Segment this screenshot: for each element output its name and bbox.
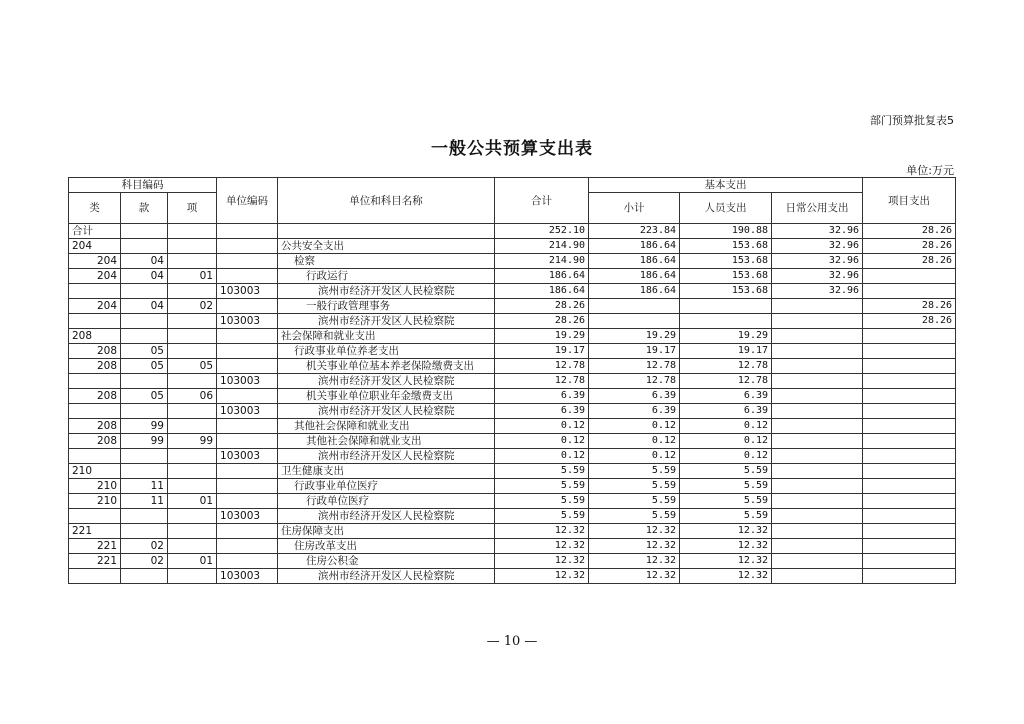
cell-unit-code — [217, 299, 278, 314]
cell-personnel: 19.29 — [680, 329, 772, 344]
cell-project — [863, 554, 956, 569]
cell-daily — [772, 389, 863, 404]
unit-note: 单位:万元 — [906, 164, 954, 177]
cell-project — [863, 329, 956, 344]
cell-subtotal — [589, 314, 680, 329]
cell-daily — [772, 359, 863, 374]
cell-xiang — [168, 449, 217, 464]
cell-kuan — [121, 284, 168, 299]
table-row — [69, 479, 956, 494]
cell-personnel: 0.12 — [680, 419, 772, 434]
cell-daily — [772, 539, 863, 554]
header-lei: 类 — [69, 193, 121, 224]
cell-project — [863, 494, 956, 509]
cell-project — [863, 434, 956, 449]
cell-xiang — [168, 404, 217, 419]
cell-daily — [772, 464, 863, 479]
cell-total: 0.12 — [495, 449, 589, 464]
cell-lei — [69, 284, 121, 299]
cell-xiang — [168, 254, 217, 269]
table-row — [69, 269, 956, 284]
cell-subtotal: 12.32 — [589, 524, 680, 539]
cell-daily — [772, 314, 863, 329]
cell-kuan: 02 — [121, 554, 168, 569]
cell-project — [863, 284, 956, 299]
cell-name: 滨州市经济开发区人民检察院 — [278, 404, 495, 419]
cell-daily: 32.96 — [772, 239, 863, 254]
cell-name: 住房公积金 — [278, 554, 495, 569]
cell-subtotal: 5.59 — [589, 479, 680, 494]
cell-project: 28.26 — [863, 299, 956, 314]
cell-lei: 204 — [69, 299, 121, 314]
cell-personnel: 5.59 — [680, 464, 772, 479]
cell-daily: 32.96 — [772, 284, 863, 299]
cell-subtotal: 186.64 — [589, 254, 680, 269]
cell-xiang: 01 — [168, 554, 217, 569]
table-row — [69, 299, 956, 314]
cell-total: 28.26 — [495, 314, 589, 329]
cell-unit-code — [217, 434, 278, 449]
table-row — [69, 359, 956, 374]
cell-xiang — [168, 224, 217, 239]
cell-name: 行政运行 — [278, 269, 495, 284]
cell-subtotal: 6.39 — [589, 404, 680, 419]
cell-project — [863, 404, 956, 419]
cell-unit-code — [217, 359, 278, 374]
cell-subtotal: 19.29 — [589, 329, 680, 344]
cell-kuan: 11 — [121, 479, 168, 494]
table-row — [69, 389, 956, 404]
cell-subtotal: 12.32 — [589, 569, 680, 584]
cell-name: 滨州市经济开发区人民检察院 — [278, 314, 495, 329]
cell-xiang — [168, 464, 217, 479]
cell-xiang: 05 — [168, 359, 217, 374]
cell-name: 卫生健康支出 — [278, 464, 495, 479]
cell-daily — [772, 344, 863, 359]
table-row — [69, 509, 956, 524]
cell-name: 检察 — [278, 254, 495, 269]
cell-xiang — [168, 539, 217, 554]
cell-subtotal: 0.12 — [589, 434, 680, 449]
cell-name: 其他社会保障和就业支出 — [278, 419, 495, 434]
header-subject-code: 科目编码 — [69, 178, 217, 193]
cell-lei — [69, 509, 121, 524]
table-row — [69, 329, 956, 344]
table-row — [69, 224, 956, 239]
cell-personnel: 5.59 — [680, 509, 772, 524]
cell-unit-code — [217, 419, 278, 434]
cell-personnel: 5.59 — [680, 479, 772, 494]
page-title: 一般公共预算支出表 — [431, 139, 593, 159]
cell-personnel: 153.68 — [680, 239, 772, 254]
cell-name: 一般行政管理事务 — [278, 299, 495, 314]
cell-subtotal: 0.12 — [589, 419, 680, 434]
cell-daily — [772, 449, 863, 464]
cell-name: 滨州市经济开发区人民检察院 — [278, 569, 495, 584]
cell-name: 其他社会保障和就业支出 — [278, 434, 495, 449]
cell-xiang — [168, 374, 217, 389]
corner-note: 部门预算批复表5 — [870, 114, 954, 127]
cell-lei: 208 — [69, 389, 121, 404]
cell-subtotal: 223.84 — [589, 224, 680, 239]
table-row — [69, 449, 956, 464]
cell-xiang — [168, 569, 217, 584]
cell-lei: 210 — [69, 494, 121, 509]
cell-total: 19.17 — [495, 344, 589, 359]
cell-kuan — [121, 449, 168, 464]
cell-unit-code — [217, 389, 278, 404]
cell-total: 12.32 — [495, 569, 589, 584]
table-row — [69, 404, 956, 419]
cell-total: 5.59 — [495, 479, 589, 494]
cell-project: 28.26 — [863, 239, 956, 254]
cell-project — [863, 389, 956, 404]
cell-total: 12.32 — [495, 524, 589, 539]
cell-kuan: 04 — [121, 254, 168, 269]
cell-daily — [772, 329, 863, 344]
cell-personnel: 5.59 — [680, 494, 772, 509]
table-row — [69, 464, 956, 479]
cell-unit-code — [217, 554, 278, 569]
cell-subtotal: 19.17 — [589, 344, 680, 359]
cell-personnel: 153.68 — [680, 284, 772, 299]
cell-unit-code — [217, 224, 278, 239]
cell-kuan — [121, 329, 168, 344]
cell-total: 0.12 — [495, 419, 589, 434]
cell-lei — [69, 404, 121, 419]
cell-kuan: 05 — [121, 344, 168, 359]
cell-daily: 32.96 — [772, 224, 863, 239]
cell-name: 公共安全支出 — [278, 239, 495, 254]
cell-lei: 204 — [69, 239, 121, 254]
cell-personnel: 12.32 — [680, 524, 772, 539]
cell-kuan: 11 — [121, 494, 168, 509]
cell-personnel: 153.68 — [680, 254, 772, 269]
cell-lei: 208 — [69, 359, 121, 374]
cell-total: 214.90 — [495, 239, 589, 254]
cell-personnel: 12.32 — [680, 539, 772, 554]
cell-subtotal: 5.59 — [589, 464, 680, 479]
cell-name: 滨州市经济开发区人民检察院 — [278, 449, 495, 464]
cell-lei: 221 — [69, 554, 121, 569]
cell-personnel — [680, 314, 772, 329]
cell-xiang: 06 — [168, 389, 217, 404]
cell-total: 186.64 — [495, 284, 589, 299]
cell-unit-code — [217, 254, 278, 269]
cell-total: 186.64 — [495, 269, 589, 284]
cell-project — [863, 524, 956, 539]
cell-subtotal — [589, 299, 680, 314]
cell-xiang — [168, 479, 217, 494]
cell-kuan: 99 — [121, 434, 168, 449]
cell-xiang — [168, 284, 217, 299]
table-row — [69, 554, 956, 569]
table-row — [69, 434, 956, 449]
table-row — [69, 419, 956, 434]
cell-kuan: 05 — [121, 359, 168, 374]
cell-daily — [772, 404, 863, 419]
cell-daily — [772, 569, 863, 584]
cell-lei: 204 — [69, 269, 121, 284]
cell-total: 19.29 — [495, 329, 589, 344]
cell-subtotal: 6.39 — [589, 389, 680, 404]
cell-unit-code: 103003 — [217, 449, 278, 464]
cell-xiang: 99 — [168, 434, 217, 449]
table-row — [69, 539, 956, 554]
table-row — [69, 254, 956, 269]
cell-xiang — [168, 509, 217, 524]
cell-name: 滨州市经济开发区人民检察院 — [278, 374, 495, 389]
cell-unit-code — [217, 269, 278, 284]
cell-project — [863, 539, 956, 554]
cell-xiang — [168, 329, 217, 344]
cell-daily — [772, 434, 863, 449]
table-row — [69, 344, 956, 359]
cell-kuan — [121, 374, 168, 389]
cell-subtotal: 5.59 — [589, 494, 680, 509]
cell-name: 住房改革支出 — [278, 539, 495, 554]
cell-name — [278, 224, 495, 239]
cell-subtotal: 12.78 — [589, 359, 680, 374]
cell-unit-code: 103003 — [217, 509, 278, 524]
table-row — [69, 314, 956, 329]
cell-subtotal: 186.64 — [589, 284, 680, 299]
header-kuan: 款 — [121, 193, 168, 224]
cell-project: 28.26 — [863, 224, 956, 239]
cell-daily — [772, 509, 863, 524]
header-subtotal: 小计 — [589, 193, 680, 224]
cell-lei: 210 — [69, 464, 121, 479]
cell-personnel: 12.78 — [680, 374, 772, 389]
cell-kuan — [121, 509, 168, 524]
cell-unit-code: 103003 — [217, 284, 278, 299]
cell-xiang — [168, 239, 217, 254]
cell-kuan — [121, 314, 168, 329]
budget-table — [68, 177, 956, 584]
header-xiang: 项 — [168, 193, 217, 224]
cell-unit-code — [217, 539, 278, 554]
cell-lei: 合计 — [69, 224, 121, 239]
cell-unit-code — [217, 329, 278, 344]
cell-personnel: 19.17 — [680, 344, 772, 359]
cell-subtotal: 12.78 — [589, 374, 680, 389]
cell-xiang: 01 — [168, 269, 217, 284]
page-number: — 10 — — [486, 634, 538, 649]
table-row — [69, 284, 956, 299]
cell-personnel: 12.32 — [680, 554, 772, 569]
cell-kuan — [121, 569, 168, 584]
cell-unit-code: 103003 — [217, 374, 278, 389]
cell-name: 社会保障和就业支出 — [278, 329, 495, 344]
cell-kuan — [121, 224, 168, 239]
cell-project — [863, 359, 956, 374]
cell-xiang — [168, 344, 217, 359]
cell-lei: 208 — [69, 419, 121, 434]
cell-unit-code — [217, 494, 278, 509]
cell-lei: 208 — [69, 344, 121, 359]
cell-personnel: 6.39 — [680, 404, 772, 419]
cell-unit-code: 103003 — [217, 314, 278, 329]
cell-total: 12.78 — [495, 359, 589, 374]
cell-xiang: 01 — [168, 494, 217, 509]
cell-kuan — [121, 464, 168, 479]
cell-total: 6.39 — [495, 389, 589, 404]
cell-lei — [69, 314, 121, 329]
cell-xiang — [168, 419, 217, 434]
cell-total: 214.90 — [495, 254, 589, 269]
cell-unit-code — [217, 464, 278, 479]
cell-kuan: 05 — [121, 389, 168, 404]
cell-xiang — [168, 314, 217, 329]
cell-project — [863, 344, 956, 359]
header-unit-subject-name: 单位和科目名称 — [278, 178, 495, 224]
cell-total: 28.26 — [495, 299, 589, 314]
cell-personnel: 0.12 — [680, 449, 772, 464]
cell-daily — [772, 299, 863, 314]
table-row — [69, 524, 956, 539]
header-unit-code: 单位编码 — [217, 178, 278, 224]
cell-personnel — [680, 299, 772, 314]
table-row — [69, 239, 956, 254]
cell-unit-code — [217, 524, 278, 539]
cell-lei: 204 — [69, 254, 121, 269]
table-row — [69, 569, 956, 584]
cell-kuan — [121, 239, 168, 254]
cell-total: 252.10 — [495, 224, 589, 239]
cell-total: 0.12 — [495, 434, 589, 449]
cell-name: 行政单位医疗 — [278, 494, 495, 509]
cell-daily — [772, 554, 863, 569]
table-row — [69, 374, 956, 389]
cell-subtotal: 12.32 — [589, 554, 680, 569]
cell-unit-code — [217, 344, 278, 359]
cell-project — [863, 269, 956, 284]
cell-personnel: 190.88 — [680, 224, 772, 239]
cell-unit-code: 103003 — [217, 569, 278, 584]
cell-daily — [772, 374, 863, 389]
cell-total: 12.32 — [495, 554, 589, 569]
cell-total: 5.59 — [495, 509, 589, 524]
cell-personnel: 6.39 — [680, 389, 772, 404]
cell-subtotal: 12.32 — [589, 539, 680, 554]
cell-daily: 32.96 — [772, 254, 863, 269]
cell-total: 5.59 — [495, 464, 589, 479]
cell-daily — [772, 524, 863, 539]
cell-project — [863, 509, 956, 524]
cell-subtotal: 0.12 — [589, 449, 680, 464]
cell-project — [863, 449, 956, 464]
cell-name: 机关事业单位职业年金缴费支出 — [278, 389, 495, 404]
cell-name: 行政事业单位医疗 — [278, 479, 495, 494]
cell-lei — [69, 449, 121, 464]
table-row — [69, 494, 956, 509]
cell-lei: 210 — [69, 479, 121, 494]
cell-lei: 208 — [69, 329, 121, 344]
cell-subtotal: 186.64 — [589, 239, 680, 254]
cell-xiang: 02 — [168, 299, 217, 314]
cell-name: 滨州市经济开发区人民检察院 — [278, 509, 495, 524]
header-project: 项目支出 — [863, 178, 956, 224]
cell-project — [863, 419, 956, 434]
cell-project — [863, 374, 956, 389]
header-basic: 基本支出 — [589, 178, 863, 193]
cell-project: 28.26 — [863, 254, 956, 269]
cell-lei: 221 — [69, 539, 121, 554]
cell-subtotal: 186.64 — [589, 269, 680, 284]
cell-kuan: 99 — [121, 419, 168, 434]
cell-unit-code — [217, 239, 278, 254]
cell-personnel: 12.32 — [680, 569, 772, 584]
cell-project — [863, 569, 956, 584]
cell-name: 机关事业单位基本养老保险缴费支出 — [278, 359, 495, 374]
cell-daily — [772, 419, 863, 434]
cell-kuan — [121, 524, 168, 539]
cell-personnel: 12.78 — [680, 359, 772, 374]
cell-total: 12.78 — [495, 374, 589, 389]
cell-personnel: 153.68 — [680, 269, 772, 284]
cell-unit-code: 103003 — [217, 404, 278, 419]
cell-kuan — [121, 404, 168, 419]
cell-personnel: 0.12 — [680, 434, 772, 449]
cell-lei — [69, 569, 121, 584]
cell-kuan: 04 — [121, 269, 168, 284]
cell-name: 滨州市经济开发区人民检察院 — [278, 284, 495, 299]
cell-daily — [772, 479, 863, 494]
cell-name: 行政事业单位养老支出 — [278, 344, 495, 359]
cell-lei: 221 — [69, 524, 121, 539]
cell-lei — [69, 374, 121, 389]
cell-project — [863, 479, 956, 494]
cell-subtotal: 5.59 — [589, 509, 680, 524]
cell-daily — [772, 494, 863, 509]
cell-daily: 32.96 — [772, 269, 863, 284]
budget-table-body — [69, 224, 956, 584]
cell-kuan: 04 — [121, 299, 168, 314]
cell-unit-code — [217, 479, 278, 494]
cell-kuan: 02 — [121, 539, 168, 554]
header-personnel: 人员支出 — [680, 193, 772, 224]
header-daily: 日常公用支出 — [772, 193, 863, 224]
cell-total: 12.32 — [495, 539, 589, 554]
cell-xiang — [168, 524, 217, 539]
cell-total: 5.59 — [495, 494, 589, 509]
cell-name: 住房保障支出 — [278, 524, 495, 539]
cell-lei: 208 — [69, 434, 121, 449]
cell-project: 28.26 — [863, 314, 956, 329]
cell-project — [863, 464, 956, 479]
cell-total: 6.39 — [495, 404, 589, 419]
header-total: 合计 — [495, 178, 589, 224]
